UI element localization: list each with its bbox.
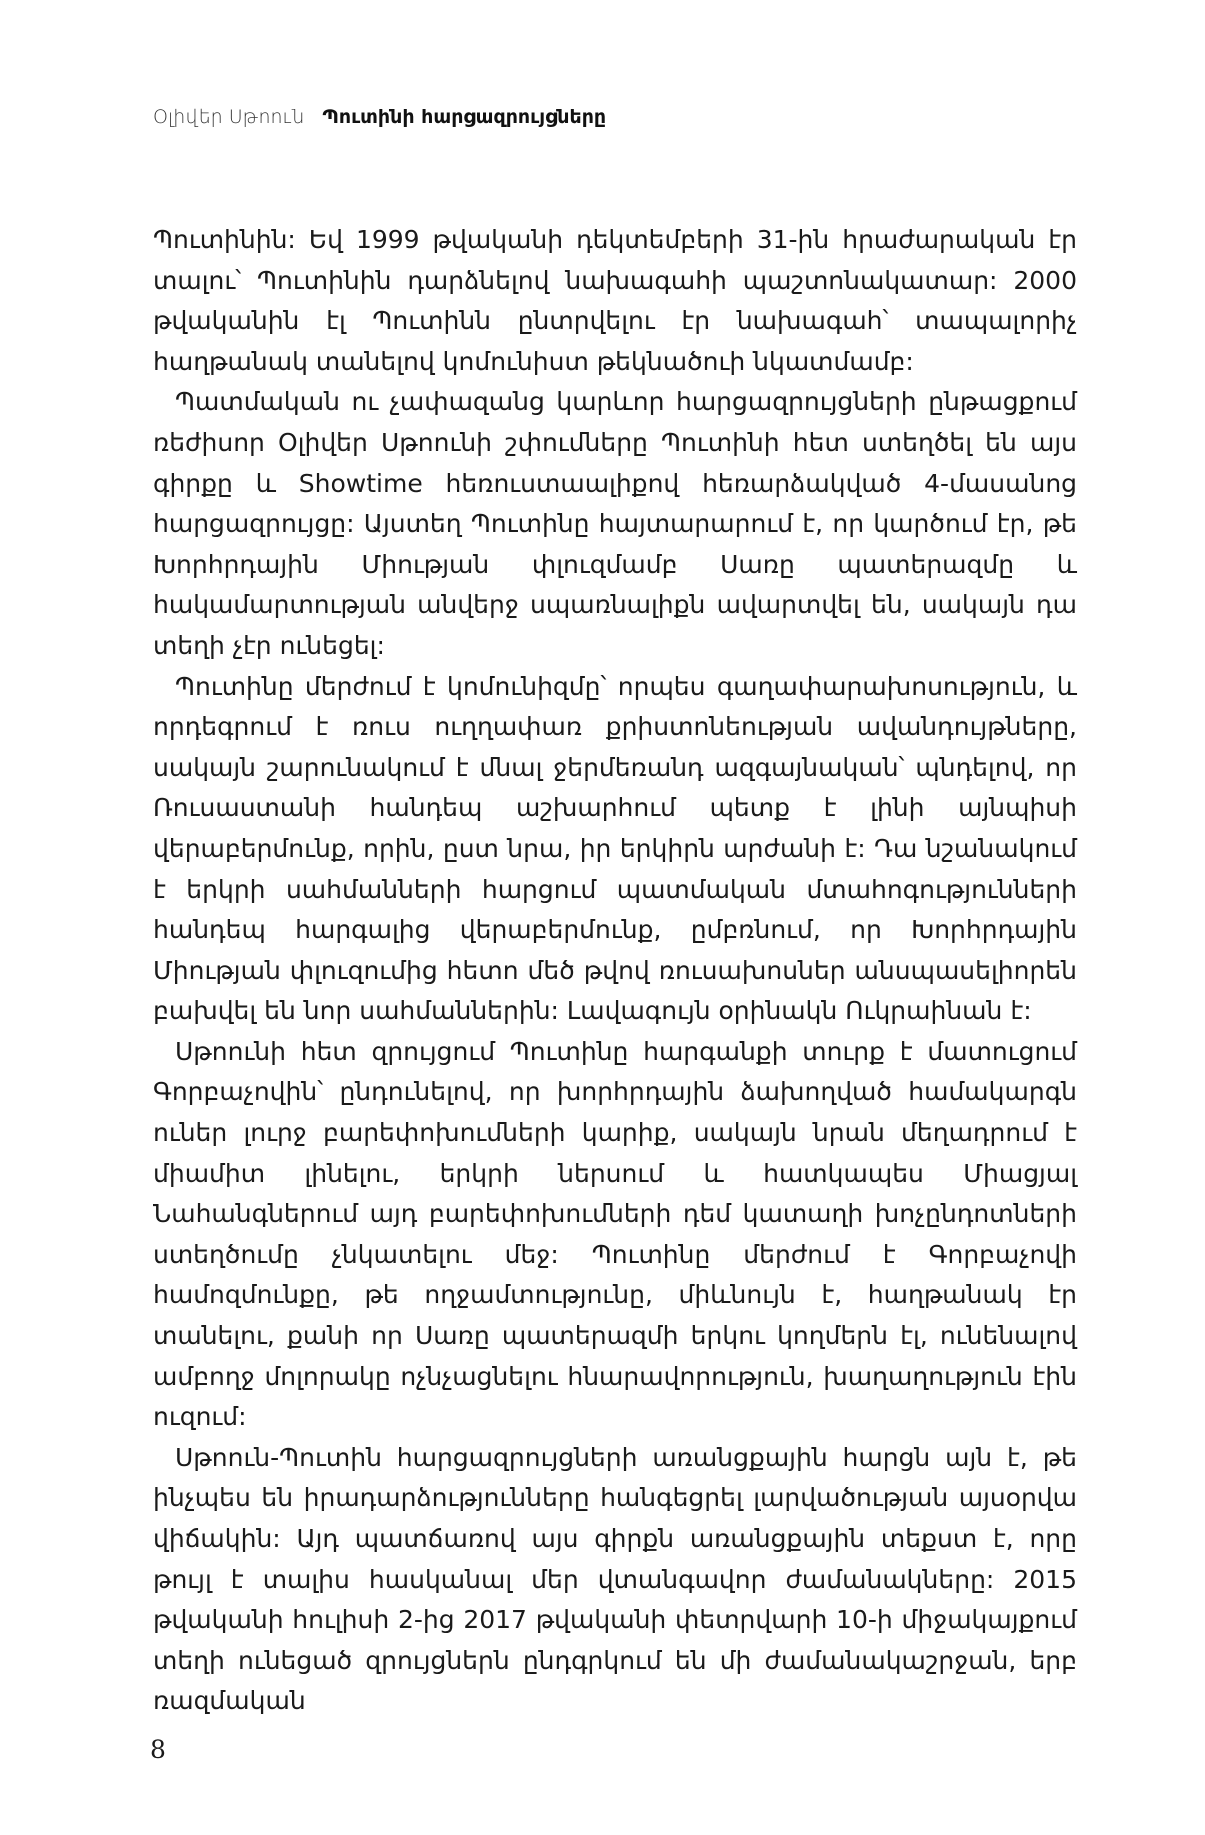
paragraph-5: Սթոուն-Պուտին հարցազրույցների առանցքային հարցն այն է, թե ինչպես են իրադարձությունները հանգեցրել լարվածության այսօրվա վիճակին: Այդ պատճառով այս գիրքն առանցքային տեքստ է, որը թույլ է տալիս հասկանալ մեր վտանգավոր ժամանակները: 2015 թվականի հուլիսի 2-ից 2017 թվականի փետրվարի 10-ի միջակայքում տեղի ունեցած զրույցներն ընդգրկում են մի ժամանակաշրջան, երբ ռազմական: [153, 1442, 1077, 1716]
paragraph-1: Պուտինին: Եվ 1999 թվականի դեկտեմբերի 31-ին հրաժարական էր տալու՝ Պուտինին դարձնելով նախագահի պաշտոնակատար: 2000 թվականին էլ Պուտինն ընտրվելու էր նախագահ՝ տապալորիչ հաղթանակ տանելով կոմունիստ թեկնածուի նկատմամբ:: [153, 225, 1077, 376]
header-author: Օլիվեր Սթոուն: [153, 106, 305, 128]
paragraph-2: Պատմական ու չափազանց կարևոր հարցազրույցների ընթացքում ռեժիսոր Օլիվեր Սթոունի շփումները Պուտինի հետ ստեղծել են այս գիրքը և Showtime հեռուստաալիքով հեռարձակված 4-մասանոց հարցազրույցը: Այստեղ Պուտինը հայտարարում է, որ կարծում էր, թե Խորհրդային Միության փլուզմամբ Սառը պատերազմը և հակամարտության անվերջ սպառնալիքն ավարտվել են, սակայն դա տեղի չէր ունեցել:: [153, 387, 1077, 660]
running-header: [153, 105, 606, 129]
paragraph-4: Սթոունի հետ զրույցում Պուտինը հարգանքի տուրք է մատուցում Գորբաչովին՝ ընդունելով, որ խորհրդային ձախողված համակարգն ուներ լուրջ բարեփոխումների կարիք, սակայն նրան մեղադրում է միամիտ լինելու, երկրի ներսում և հատկապես Միացյալ Նահանգներում այդ բարեփոխումների դեմ կատաղի խոչընդոտների ստեղծումը չնկատելու մեջ: Պուտինը մերժում է Գորբաչովի համոզմունքը, թե ողջամտությունը, միևնույն է, հաղթանակ էր տանելու, քանի որ Սառը պատերազմի երկու կողմերն էլ, ունենալով ամբողջ մոլորակը ոչնչացնելու հնարավորություն, խաղաղություն էին ուզում:: [153, 1036, 1077, 1432]
paragraph-3: Պուտինը մերժում է կոմունիզմը՝ որպես գաղափարախոսություն, և որդեգրում է ռուս ուղղափառ քրիստոնեության ավանդույթները, սակայն շարունակում է մնալ ջերմեռանդ ազգայնական՝ պնդելով, որ Ռուսաստանի հանդեպ աշխարհում պետք է լինի այնպիսի վերաբերմունք, որին, ըստ նրա, իր երկիրն արժանի է: Դա նշանակում է երկրի սահմանների հարցում պատմական մտահոգությունների հանդեպ հարգալից վերաբերմունք, ըմբռնում, որ Խորհրդային Միության փլուզումից հետո մեծ թվով ռուսախոսներ անսպասելիորեն բախվել են նոր սահմաններին: Լավագույն օրինակն Ուկրաինան է:: [153, 671, 1077, 1026]
body-text: [153, 220, 1077, 1722]
page-number: 8: [150, 1735, 166, 1764]
header-book-title: Պուտինի հարցազրույցները: [322, 106, 607, 128]
